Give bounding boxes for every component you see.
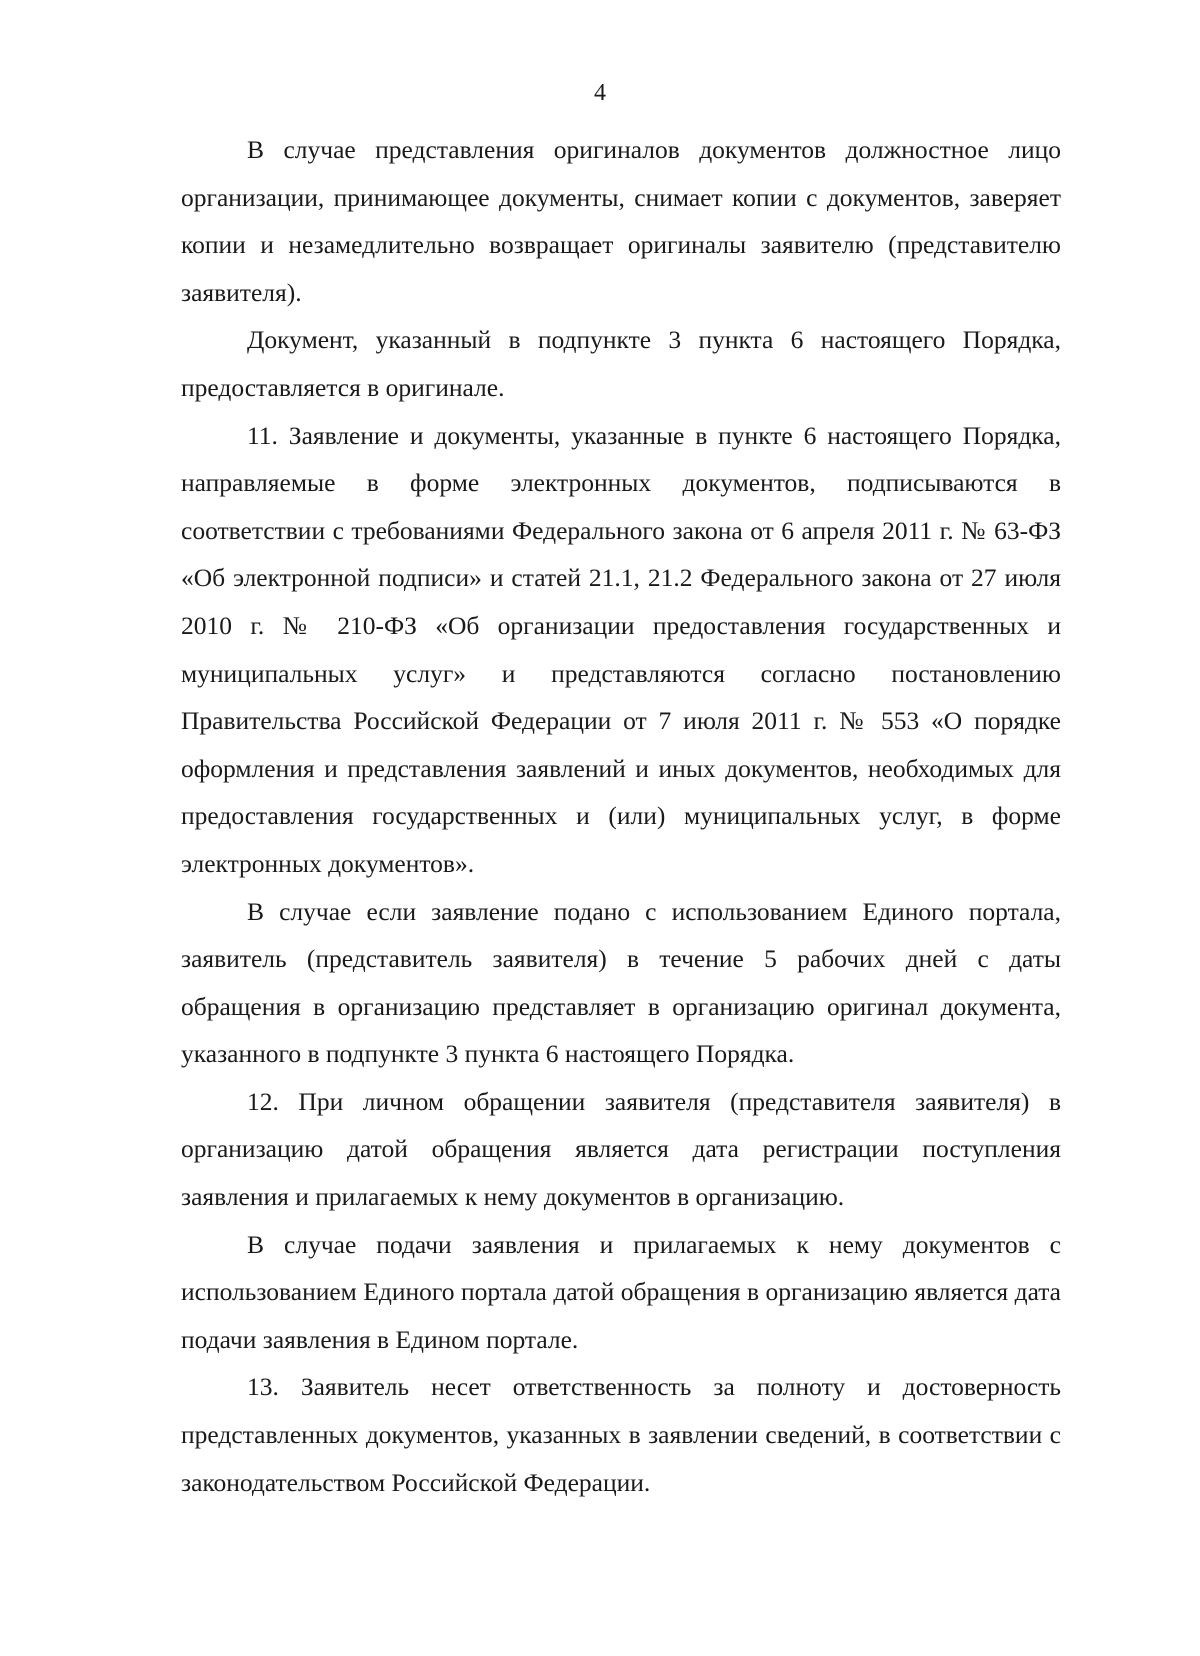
paragraph-original-document: Документ, указанный в подпункте 3 пункта 6 настоящего Порядка, предоставляется в оригинале. (181, 325, 1061, 402)
paragraph-portal-application-date: В случае подачи заявления и прилагаемых к нему документов с использованием Единого портала датой обращения в организацию является дата подачи заявления в Едином портале. (181, 1229, 1061, 1354)
paragraph-unified-portal-submission: В случае если заявление подано с использованием Единого портала, заявитель (представитель заявителя) в течение 5 рабочих дней с даты обращения в организацию представляет в организацию оригинал документа, указанного в подпункте 3 пункта 6 настоящего Порядка. (181, 896, 1061, 1069)
paragraph-originals-copies: В случае представления оригиналов документов должностное лицо организации, принимающее документы, снимает копии с документов, заверяет копии и незамедлительно возвращает оригиналы заявителю (представителю заявителя). (181, 135, 1061, 307)
paragraph-item-12: 12. При личном обращении заявителя (представителя заявителя) в организацию датой обращения является дата регистрации поступления заявления и прилагаемых к нему документов в организацию. (181, 1086, 1061, 1212)
paragraph-item-11: 11. Заявление и документы, указанные в пункте 6 настоящего Порядка, направляемые в форме электронных документов, подписываются в соответствии с требованиями Федерального закона от 6 апреля 2011 г. № 63-ФЗ «Об электронной подписи» и статей 21.1, 21.2 Федерального закона от 27 июля 2010 г. № 210-ФЗ «Об организации предоставления государственных и муниципальных услуг» и представляются согласно постановлению Правительства Российской Федерации от 7 июля 2011 г. № 553 «О порядке оформления и представления заявлений и иных документов, необходимых для предоставления государственных и (или) муниципальных услуг, в форме электронных документов». (181, 420, 1061, 878)
page-number: 4 (594, 80, 606, 106)
paragraph-item-13: 13. Заявитель несет ответственность за полноту и достоверность представленных документов, указанных в заявлении сведений, в соответствии с законодательством Российской Федерации. (181, 1372, 1061, 1497)
document-body (181, 126, 1061, 1506)
